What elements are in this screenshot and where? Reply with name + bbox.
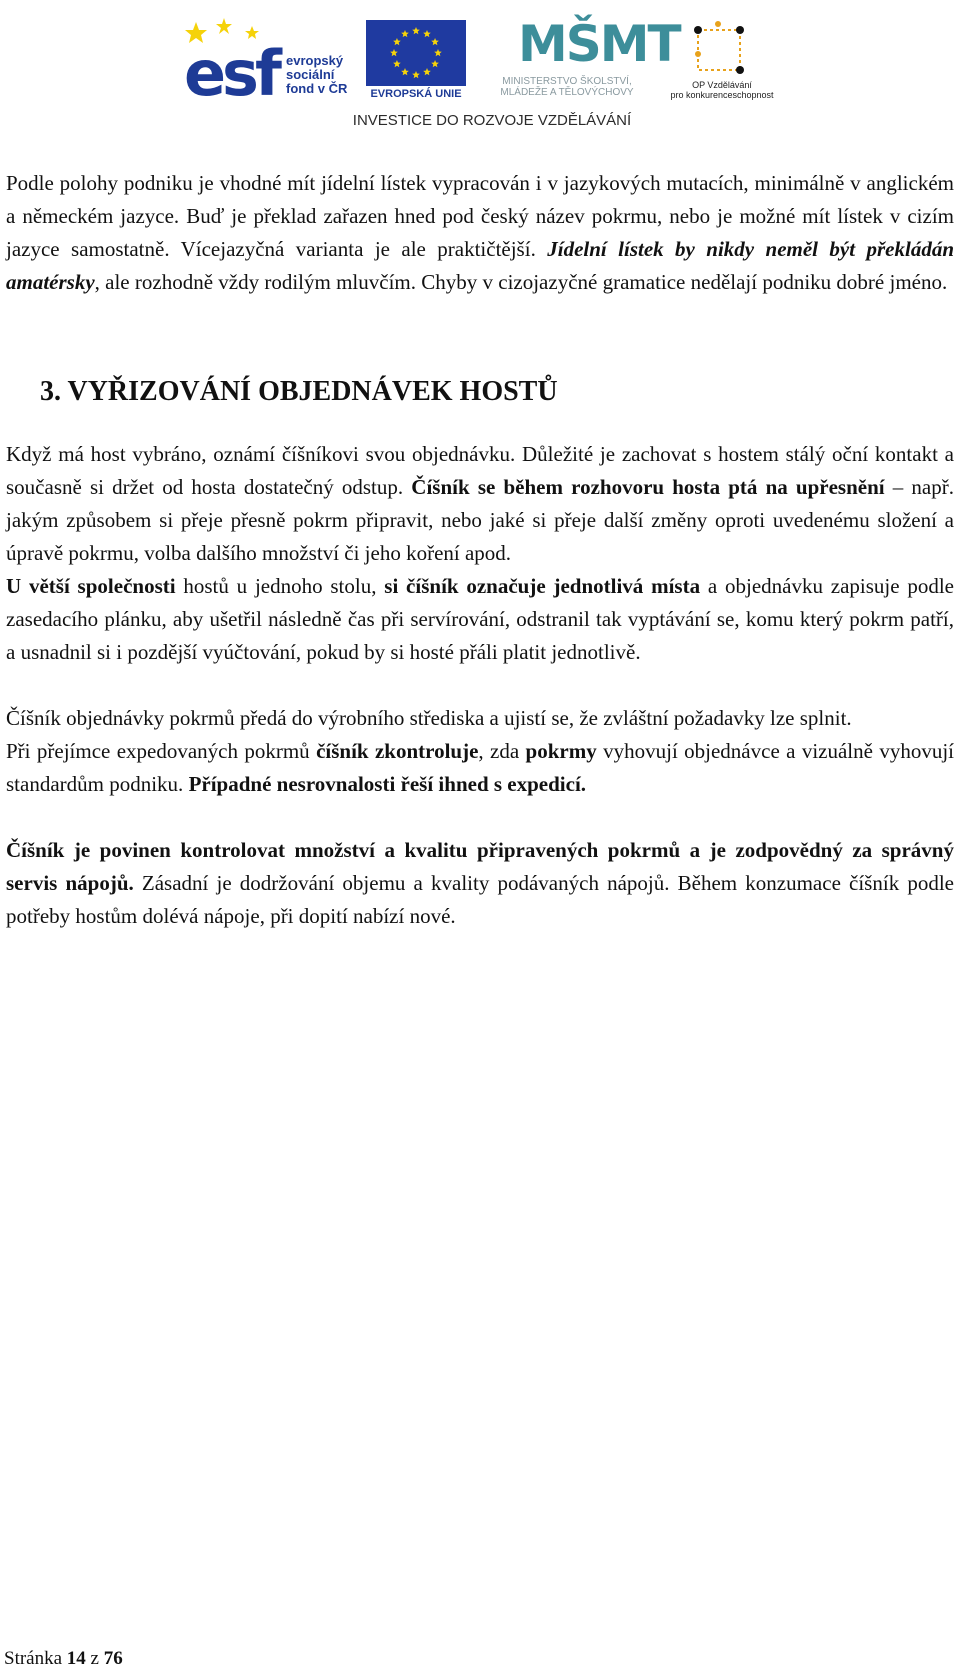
text-run: Zásadní je dodržování objemu a kvality podávaných nápojů. Během konzumace číšník podle potřeby hostům dolévá nápoje, při dopití nabízí nové. — [6, 871, 954, 928]
page-footer — [4, 1647, 123, 1671]
text-run: – např. jakým způsobem si přeje přesně pokrm připravit, nebo jaké si přeje další změny oproti uvedenému složení a úpravě pokrmu, volba dalšího množství či jeho koření apod. — [6, 475, 954, 565]
op-logo-line: OP Vzdělávání — [692, 80, 752, 90]
paragraph-menu-translation — [6, 167, 954, 299]
text-run: a objednávku zapisuje podle zasedacího plánku, aby ušetřil následně čas při servírování, odstranil tak vyptávání se, komu který pokrm patří, a usnadnil si i pozdější vyúčtování, pokud by si hosté přáli platit jednotlivě. — [6, 574, 954, 664]
eu-star-icon — [431, 38, 439, 45]
text-run: , zda — [478, 739, 526, 763]
eu-star-icon — [431, 60, 439, 67]
esf-logo-text — [286, 54, 347, 96]
section-heading: 3. VYŘIZOVÁNÍ OBJEDNÁVEK HOSTŮ — [40, 376, 558, 407]
footer-separator: z — [90, 1648, 99, 1669]
spacer — [6, 669, 954, 702]
esf-logo — [182, 16, 364, 110]
text-run: hostů u jednoho stolu, — [175, 574, 385, 598]
investment-tagline: INVESTICE DO ROZVOJE VZDĚLÁVÁNÍ — [352, 112, 632, 129]
eu-star-icon — [412, 27, 420, 34]
paragraph-dispatch-check — [6, 735, 954, 801]
current-page-number: 14 — [66, 1648, 86, 1669]
eu-star-icon — [393, 60, 401, 67]
paragraph-taking-order — [6, 438, 954, 570]
spacer — [6, 339, 954, 372]
total-page-count: 76 — [103, 1648, 123, 1669]
eu-logo — [366, 16, 466, 106]
emphasis-run: U větší společnosti — [6, 574, 176, 598]
paragraph-beverage-service — [6, 834, 954, 933]
msmt-logo — [472, 15, 680, 106]
eu-flag-icon — [366, 20, 466, 86]
emphasis-run: pokrmy — [525, 739, 597, 763]
text-run: , ale rozhodně vždy rodilým mluvčím. Chyby v cizojazyčné gramatice nedělají podniku dobré jméno. — [94, 270, 948, 294]
eu-star-icon — [390, 49, 398, 56]
eu-star-icon — [393, 38, 401, 45]
spacer — [6, 412, 954, 438]
emphasis-run: Případné nesrovnalosti řeší ihned s expedicí. — [188, 772, 587, 796]
op-logo — [662, 16, 782, 106]
text-run: Když má host vybráno, oznámí číšníkovi svou objednávku. Důležité je zachovat s hostem stálý oční kontakt a současně si držet od hosta dostatečný odstup. — [6, 442, 954, 499]
text-run: Podle polohy podniku je vhodné mít jídelní lístek vypracován i v jazykových mutacích, minimálně v anglickém a německém jazyce. Buď je překlad zařazen hned pod český název pokrmu, nebo je možné mít lístek v cizím jazyce samostatně. Vícejazyčná varianta je ale praktičtější. — [6, 171, 954, 261]
msmt-logo-line: MINISTERSTVO ŠKOLSTVÍ, — [502, 76, 632, 87]
esf-logo-line: fond v ČR — [286, 81, 348, 96]
eu-star-icon — [401, 68, 409, 75]
eu-star-icon — [434, 49, 442, 56]
emphasis-run: Jídelní lístek by nikdy neměl být překládán amatérsky — [6, 237, 954, 294]
text-run: vyhovují objednávce a vizuálně vyhovují standardům podniku. — [6, 739, 954, 796]
eu-star-icon — [401, 30, 409, 37]
eu-star-icon — [423, 30, 431, 37]
emphasis-run: si číšník označuje jednotlivá místa — [384, 574, 701, 598]
emphasis-run: Číšník se během rozhovoru hosta ptá na upřesnění — [411, 475, 885, 499]
document-body — [6, 167, 954, 933]
op-logo-caption — [662, 80, 782, 100]
paragraph-large-group — [6, 570, 954, 669]
op-logo-icon — [690, 20, 750, 76]
spacer — [6, 299, 954, 339]
esf-logo-line: sociální — [286, 67, 335, 82]
spacer — [6, 801, 954, 834]
header-logo-strip — [182, 12, 782, 138]
eu-star-icon — [423, 68, 431, 75]
esf-logo-line: evropský — [286, 53, 344, 68]
footer-label: Stránka — [4, 1648, 63, 1669]
paragraph-kitchen-handoff: Číšník objednávky pokrmů předá do výrobního střediska a ujistí se, že zvláštní požadavky lze splnit. — [6, 706, 852, 730]
msmt-logo-line: MLÁDEŽE A TĚLOVÝCHOVY — [500, 87, 634, 98]
esf-logo-word: esf — [184, 37, 278, 110]
emphasis-run: Číšník je povinen kontrolovat množství a kvalitu připravených pokrmů a je zodpovědný za správný servis nápojů. — [6, 838, 954, 895]
eu-star-icon — [412, 71, 420, 78]
msmt-logo-mark: MŠMT — [518, 15, 680, 73]
msmt-logo-caption — [472, 76, 662, 98]
text-run: Při přejímce expedovaných pokrmů — [6, 739, 317, 763]
emphasis-run: číšník zkontroluje — [316, 739, 479, 763]
eu-logo-caption: EVROPSKÁ UNIE — [370, 88, 462, 100]
op-logo-line: pro konkurenceschopnost — [670, 90, 774, 100]
